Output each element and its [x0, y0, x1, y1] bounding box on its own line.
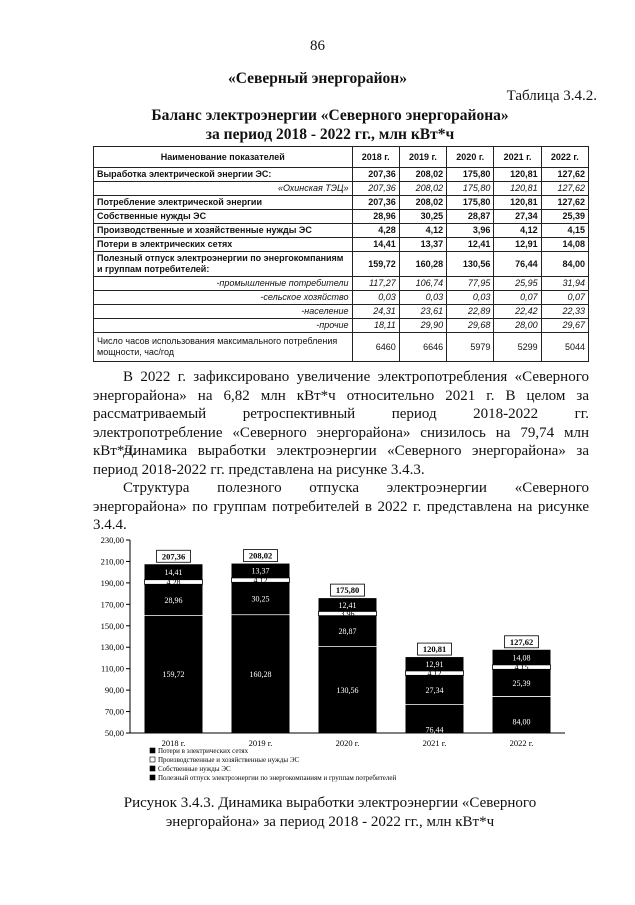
y-tick-label: 70,00	[104, 706, 124, 717]
legend-label: Собственные нужды ЭС	[158, 765, 231, 773]
table-cell: 6460	[352, 333, 399, 362]
table-title-line1: Баланс электроэнергии «Северного энергорайона»	[151, 107, 509, 124]
row-label: -сельское хозяйство	[94, 291, 353, 305]
table-cell: 5299	[494, 333, 541, 362]
table-row	[94, 238, 589, 252]
header-year: 2019 г.	[399, 147, 446, 168]
legend-swatch	[150, 775, 155, 780]
table-cell: 14,41	[352, 238, 399, 252]
table-cell: 175,80	[447, 168, 494, 182]
generation-chart	[70, 528, 570, 788]
data-label: 13,37	[251, 566, 270, 576]
table-row	[94, 333, 589, 362]
y-tick-label: 130,00	[100, 642, 124, 653]
table-cell: 127,62	[541, 168, 588, 182]
y-tick-label: 110,00	[100, 663, 124, 674]
table-cell: 29,90	[399, 319, 446, 333]
data-label: 130,56	[336, 685, 359, 695]
data-label: 159,72	[162, 670, 185, 680]
total-label: 120,81	[422, 644, 447, 655]
y-tick-label: 210,00	[100, 556, 124, 567]
table-cell: 0,03	[399, 291, 446, 305]
table-cell: 175,80	[447, 182, 494, 196]
legend-label: Производственные и хозяйственные нужды ЭС	[158, 756, 300, 764]
data-label: 4,15	[514, 663, 529, 673]
row-label: -промышленные потребители	[94, 277, 353, 291]
figure-caption	[100, 794, 560, 832]
paragraph-2: Динамика выработки электроэнергии «Северного энергорайона» за период 2018-2022 гг. представлена на рисунке 3.4.3.	[93, 443, 589, 478]
table-cell: 12,41	[447, 238, 494, 252]
total-label: 175,80	[335, 585, 360, 596]
table-cell: 208,02	[399, 196, 446, 210]
y-tick-label: 90,00	[104, 685, 124, 696]
table-cell: 27,34	[494, 210, 541, 224]
legend-label: Полезный отпуск электроэнергии по энергокомпаниям и группам потребителей	[158, 774, 397, 782]
data-label: 14,08	[512, 653, 531, 663]
table-cell: 30,25	[399, 210, 446, 224]
table-header-row	[94, 147, 589, 168]
table-cell: 0,07	[541, 291, 588, 305]
table-cell: 0,03	[447, 291, 494, 305]
table-cell: 13,37	[399, 238, 446, 252]
y-tick-label: 170,00	[100, 599, 124, 610]
legend-swatch	[150, 766, 155, 771]
table-cell: 12,91	[494, 238, 541, 252]
table-cell: 24,31	[352, 305, 399, 319]
table-cell: 31,94	[541, 277, 588, 291]
legend-swatch	[150, 748, 155, 753]
y-tick-label: 50,00	[104, 728, 124, 738]
table-cell: 25,95	[494, 277, 541, 291]
table-row	[94, 224, 589, 238]
table-row	[94, 319, 589, 333]
table-cell: 18,11	[352, 319, 399, 333]
row-label: Производственные и хозяйственные нужды ЭС	[94, 224, 353, 238]
header-indicator: Наименование показателей	[94, 147, 353, 168]
table-cell: 207,36	[352, 182, 399, 196]
table-cell: 0,03	[352, 291, 399, 305]
table-cell: 5044	[541, 333, 588, 362]
table-title-line2: за период 2018 - 2022 гг., млн кВт*ч	[205, 126, 455, 143]
data-label: 4,12	[253, 576, 268, 586]
caption-line2: энергорайона» за период 2018 - 2022 гг., млн кВт*ч	[165, 814, 495, 830]
legend-swatch	[150, 757, 155, 762]
table-cell: 3,96	[447, 224, 494, 238]
x-tick-label: 2020 г.	[335, 738, 360, 748]
total-label: 207,36	[161, 551, 186, 562]
total-label: 127,62	[509, 636, 534, 647]
table-cell: 28,00	[494, 319, 541, 333]
table-cell: 127,62	[541, 182, 588, 196]
row-label: Число часов использования максимального потребления мощности, час/год	[94, 333, 353, 362]
paragraph-1: В 2022 г. зафиксировано увеличение электропотребления «Северного энергорайона» на 6,82 млн кВт*ч относительно 2021 г. В целом за рассматриваемый ретроспективный период 2018-2022 гг. электропотребление «Северного энергорайона» снизилось на 79,74 млн кВт*ч.	[93, 369, 589, 459]
header-year: 2022 г.	[541, 147, 588, 168]
y-tick-label: 230,00	[100, 535, 124, 545]
table-cell: 117,27	[352, 277, 399, 291]
data-label: 76,44	[425, 725, 444, 735]
table-cell: 0,07	[494, 291, 541, 305]
section-title: «Северный энергорайон»	[228, 70, 407, 87]
data-label: 14,41	[164, 567, 183, 577]
data-label: 25,39	[512, 678, 531, 688]
data-label: 28,87	[338, 627, 357, 637]
header-year: 2020 г.	[447, 147, 494, 168]
table-cell: 120,81	[494, 168, 541, 182]
table-cell: 160,28	[399, 252, 446, 277]
table-row	[94, 196, 589, 210]
table-row	[94, 252, 589, 277]
row-label: Собственные нужды ЭС	[94, 210, 353, 224]
x-tick-label: 2019 г.	[248, 738, 273, 748]
table-cell: 120,81	[494, 182, 541, 196]
table-cell: 4,12	[494, 224, 541, 238]
header-year: 2018 г.	[352, 147, 399, 168]
table-cell: 4,12	[399, 224, 446, 238]
table-cell: 208,02	[399, 182, 446, 196]
table-cell: 25,39	[541, 210, 588, 224]
table-row	[94, 182, 589, 196]
table-cell: 6646	[399, 333, 446, 362]
y-tick-label: 150,00	[100, 620, 124, 631]
table-row	[94, 210, 589, 224]
paragraph-3: Структура полезного отпуска электроэнергии «Северного энергорайона» по группам потребителей в 2022 г. представлена на рисунке 3.4.4.	[93, 480, 589, 533]
data-label: 12,41	[338, 600, 357, 610]
table-cell: 120,81	[494, 196, 541, 210]
data-label: 84,00	[512, 717, 531, 727]
table-cell: 28,87	[447, 210, 494, 224]
data-label: 27,34	[425, 685, 444, 695]
data-label: 28,96	[164, 595, 183, 605]
table-cell: 76,44	[494, 252, 541, 277]
row-label: -население	[94, 305, 353, 319]
table-cell: 175,80	[447, 196, 494, 210]
table-cell: 130,56	[447, 252, 494, 277]
y-tick-label: 190,00	[100, 577, 124, 588]
x-tick-label: 2018 г.	[161, 738, 186, 748]
table-title	[90, 106, 570, 144]
total-label: 208,02	[248, 550, 273, 561]
table-cell: 14,08	[541, 238, 588, 252]
page-number: 86	[310, 38, 325, 54]
row-label: Выработка электрической энергии ЭС:	[94, 168, 353, 182]
table-cell: 28,96	[352, 210, 399, 224]
table-cell: 4,15	[541, 224, 588, 238]
row-label: «Охинская ТЭЦ»	[94, 182, 353, 196]
table-cell: 5979	[447, 333, 494, 362]
table-cell: 22,42	[494, 305, 541, 319]
table-cell: 22,89	[447, 305, 494, 319]
data-label: 4,28	[166, 578, 181, 588]
table-cell: 29,68	[447, 319, 494, 333]
table-cell: 159,72	[352, 252, 399, 277]
table-cell: 207,36	[352, 196, 399, 210]
table-cell: 29,67	[541, 319, 588, 333]
x-tick-label: 2022 г.	[509, 738, 534, 748]
table-row	[94, 277, 589, 291]
table-cell: 22,33	[541, 305, 588, 319]
table-cell: 77,95	[447, 277, 494, 291]
balance-table	[93, 146, 589, 362]
table-row	[94, 291, 589, 305]
table-row	[94, 305, 589, 319]
data-label: 30,25	[251, 594, 270, 604]
table-label: Таблица 3.4.2.	[506, 88, 597, 104]
x-tick-label: 2021 г.	[422, 738, 447, 748]
data-label: 160,28	[249, 669, 272, 679]
row-label: Потребление электрической энергии	[94, 196, 353, 210]
header-year: 2021 г.	[494, 147, 541, 168]
bar-segment	[493, 697, 551, 733]
caption-line1: Рисунок 3.4.3. Динамика выработки электроэнергии «Северного	[123, 795, 537, 811]
table-cell: 4,28	[352, 224, 399, 238]
data-label: 12,91	[425, 659, 444, 669]
data-label: 3,96	[340, 609, 355, 619]
data-label: 4,12	[427, 669, 442, 679]
row-label: Полезный отпуск электроэнергии по энергокомпаниям и группам потребителей:	[94, 252, 353, 277]
table-cell: 207,36	[352, 168, 399, 182]
row-label: Потери в электрических сетях	[94, 238, 353, 252]
table-cell: 208,02	[399, 168, 446, 182]
row-label: -прочие	[94, 319, 353, 333]
table-cell: 127,62	[541, 196, 588, 210]
legend-label: Потери в электрических сетях	[158, 747, 249, 755]
table-row	[94, 168, 589, 182]
table-cell: 84,00	[541, 252, 588, 277]
table-cell: 106,74	[399, 277, 446, 291]
table-cell: 23,61	[399, 305, 446, 319]
